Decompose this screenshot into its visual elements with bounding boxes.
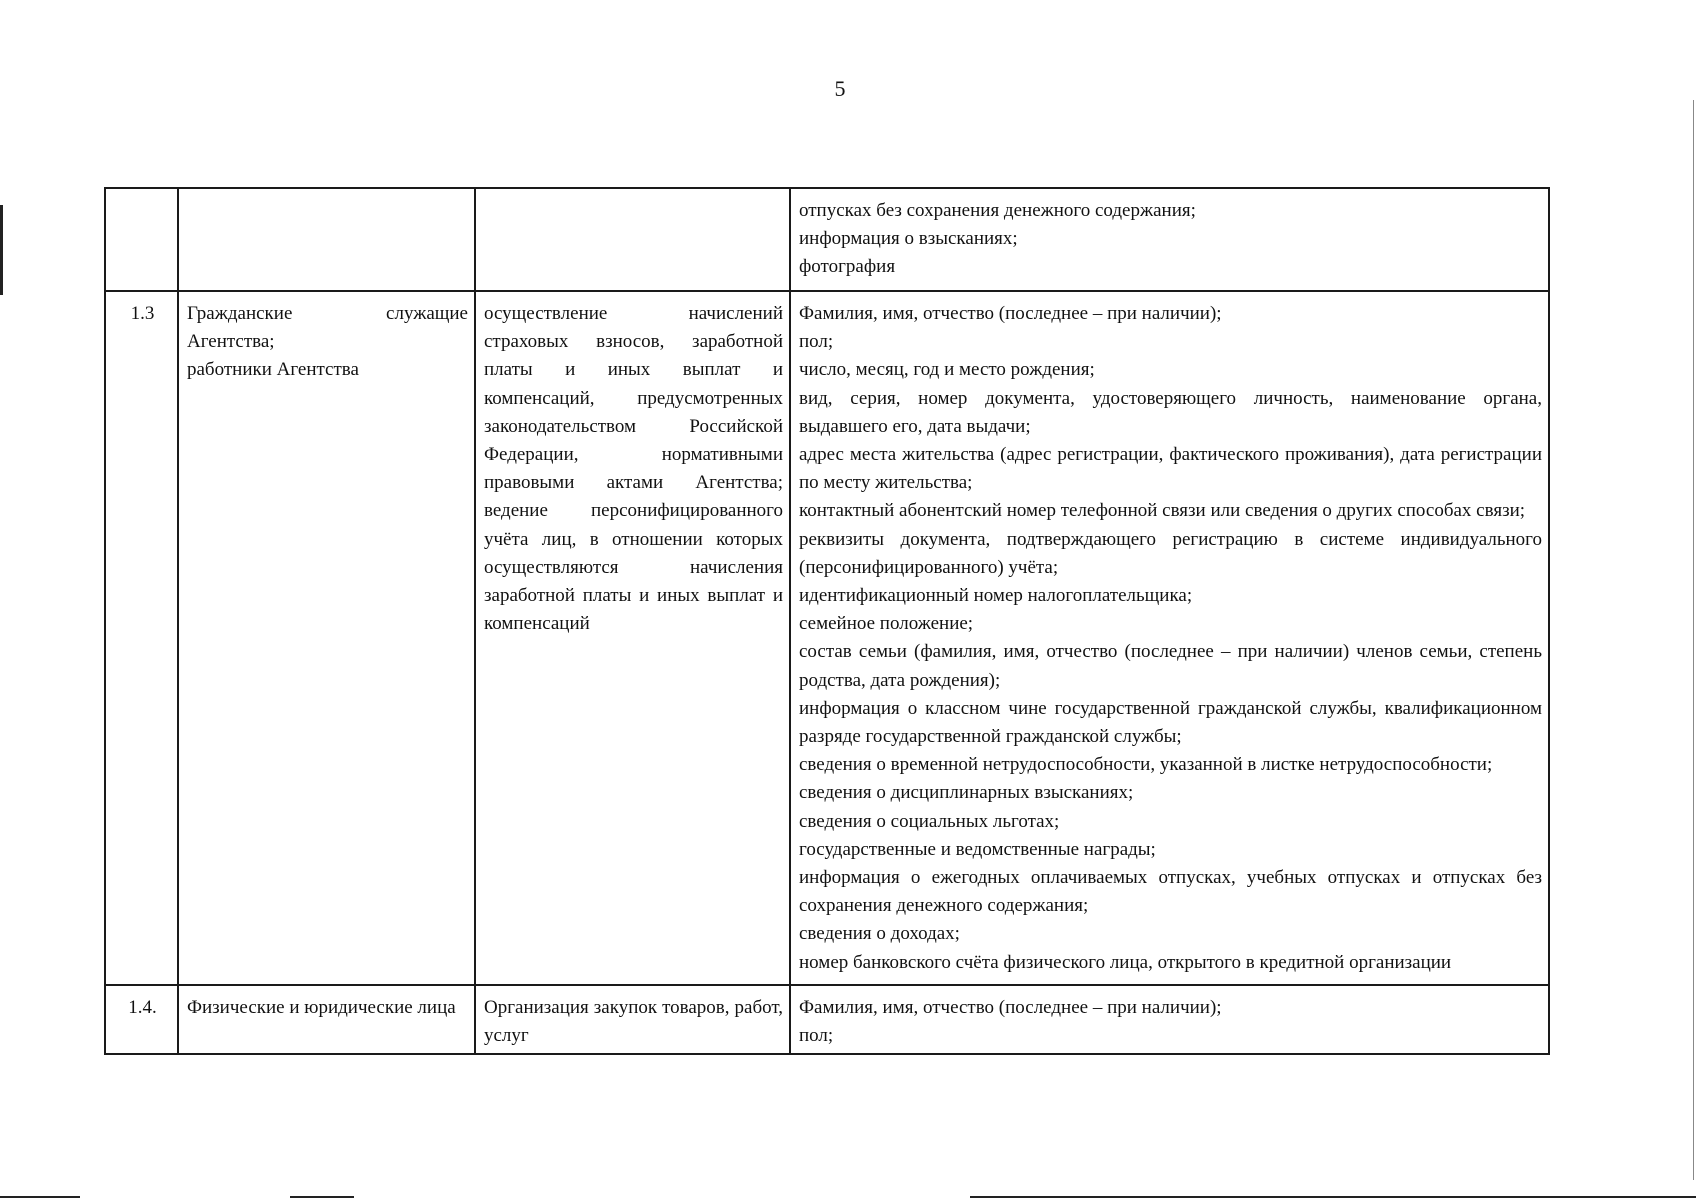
data-item: фотография [799, 256, 896, 278]
data-item: пол; [799, 331, 834, 353]
subject-line: Агентства; [187, 331, 275, 353]
data-item: пол; [799, 1025, 834, 1047]
data-item: вид, серия, номер документа, удостоверяющего личность, наименование органа, выдавшего его, дата выдачи; [799, 387, 1542, 437]
row-number: 1.4. [128, 996, 157, 1018]
purpose-cell [475, 188, 790, 291]
data-item: информация о взысканиях; [799, 228, 1018, 250]
scan-edge-mark [290, 1196, 354, 1198]
scan-edge-mark [970, 1196, 1696, 1198]
data-item: государственные и ведомственные награды; [799, 838, 1156, 860]
data-cell [790, 291, 1549, 985]
data-item: адрес места жительства (адрес регистрации, фактического проживания), дата регистрации по месту жительства; [799, 444, 1542, 494]
purpose-text: Организация закупок товаров, работ, услуг [484, 996, 783, 1047]
purpose-text: осуществление начислений страховых взносов, заработной платы и иных выплат и компенсаций, предусмотренных законодательством Российской Федерации, нормативными правовыми актами Агентства; ведение персонифицированного учёта лиц, в отношении которых осуществляются начисления заработной платы и иных выплат и компенсаций [484, 303, 783, 635]
data-item: отпусках без сохранения денежного содержания; [799, 200, 1196, 221]
row-number-cell [105, 188, 178, 291]
row-number-cell [105, 985, 178, 1054]
subject-line: Гражданские служащие [187, 303, 468, 324]
data-item: семейное положение; [799, 613, 974, 635]
purpose-cell [475, 985, 790, 1054]
data-item: информация о ежегодных оплачиваемых отпусках, учебных отпусках и отпусках без сохранения денежного содержания; [799, 867, 1542, 917]
table-row [105, 985, 1549, 1054]
subjects-text: Физические и юридические лица [187, 996, 456, 1018]
data-item: номер банковского счёта физического лица, открытого в кредитной организации [799, 951, 1452, 973]
data-item: Фамилия, имя, отчество (последнее – при наличии); [799, 996, 1222, 1018]
row-number: 1.3 [130, 303, 155, 324]
data-item: сведения о дисциплинарных взысканиях; [799, 782, 1134, 804]
subjects-cell [178, 188, 475, 291]
data-item: состав семьи (фамилия, имя, отчество (последнее – при наличии) членов семьи, степень родства, дата рождения); [799, 641, 1542, 691]
table-row [105, 188, 1549, 291]
data-item: число, месяц, год и место рождения; [799, 359, 1095, 381]
subjects-cell [178, 985, 475, 1054]
table-row [105, 291, 1549, 985]
data-item: Фамилия, имя, отчество (последнее – при наличии); [799, 303, 1222, 324]
scan-edge-mark [0, 205, 3, 295]
data-item: реквизиты документа, подтверждающего регистрацию в системе индивидуального (персонифицированного) учёта; [799, 528, 1542, 578]
data-item: идентификационный номер налогоплательщика; [799, 585, 1193, 607]
subjects-cell [178, 291, 475, 985]
data-item: информация о классном чине государственной гражданской службы, квалификационном разряде государственной гражданской службы; [799, 697, 1542, 748]
personal-data-table [104, 187, 1550, 1055]
scan-edge-mark [1693, 100, 1694, 1180]
data-cell [790, 985, 1549, 1054]
data-item: сведения о доходах; [799, 923, 960, 945]
purpose-cell [475, 291, 790, 985]
row-number-cell [105, 291, 178, 985]
data-item: сведения о социальных льготах; [799, 810, 1060, 832]
data-item: сведения о временной нетрудоспособности, указанной в листке нетрудоспособности; [799, 754, 1493, 776]
page-number: 5 [834, 76, 846, 101]
subject-line: работники Агентства [187, 359, 359, 381]
scan-edge-mark [0, 1196, 80, 1198]
data-cell [790, 188, 1549, 291]
data-item: контактный абонентский номер телефонной связи или сведения о других способах связи; [799, 500, 1526, 522]
